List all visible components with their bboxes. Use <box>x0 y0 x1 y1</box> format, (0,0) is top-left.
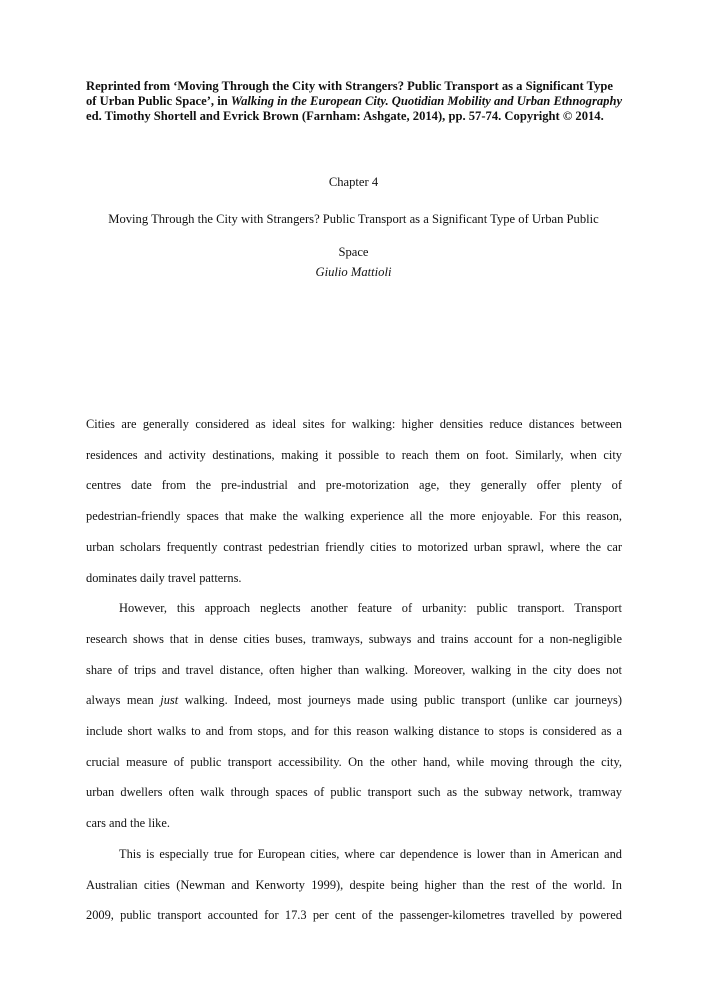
text-fragment: walking. Indeed, most journeys made using public transport (unlike car journeys) <box>178 693 622 708</box>
paragraph-1 <box>86 409 622 593</box>
reprint-notice-editors: ed. Timothy Shortell and Evrick Brown (Farnham: Ashgate, 2014), pp. 57-74. Copyright © 2014. <box>86 109 604 124</box>
body-text <box>86 409 622 931</box>
text-line: residences and activity destinations, making it possible to reach them on foot. Similarly, when city <box>86 447 622 462</box>
chapter-title <box>80 203 627 269</box>
chapter-title-line: Moving Through the City with Strangers? Public Transport as a Significant Type of Urban Public <box>108 212 599 226</box>
reprint-notice <box>86 79 626 125</box>
text-line: dominates daily travel patterns. <box>86 570 242 585</box>
paragraph-2 <box>86 593 622 624</box>
text-line: research shows that in dense cities buses, tramways, subways and trains account for a non-negligible <box>86 631 622 646</box>
text-line: cars and the like. <box>86 816 170 831</box>
text-line: urban scholars frequently contrast pedestrian friendly cities to motorized urban sprawl, where the car <box>86 539 622 554</box>
text-line: However, this approach neglects another feature of urbanity: public transport. Transport <box>119 601 622 616</box>
text-fragment: always mean <box>86 693 161 708</box>
text-line: centres date from the pre-industrial and pre-motorization age, they generally offer plenty of <box>86 478 622 493</box>
text-line: 2009, public transport accounted for 17.3 per cent of the passenger-kilometres travelled by powered <box>86 908 622 923</box>
text-line: crucial measure of public transport accessibility. On the other hand, while moving through the city, <box>86 754 622 769</box>
text-line: Australian cities (Newman and Kenworty 1999), despite being higher than the rest of the world. In <box>86 877 622 892</box>
text-line <box>86 685 622 716</box>
reprint-notice-text: Reprinted from ‘Moving Through the City with Strangers? Public Transport as a Significant Type of Urban Public Space’, in <box>86 79 613 109</box>
paragraph-3 <box>86 839 622 870</box>
author-name: Giulio Mattioli <box>315 265 392 279</box>
chapter-label: Chapter 4 <box>328 175 379 189</box>
book-title: Walking in the European City. Quotidian Mobility and Urban Ethnography <box>230 94 623 109</box>
text-line: share of trips and travel distance, often higher than walking. Moreover, walking in the city does not <box>86 662 622 677</box>
text-line: urban dwellers often walk through spaces of public transport such as the subway network, tramway <box>86 785 622 800</box>
emphasis-just: just <box>160 693 179 708</box>
paragraph-2-continued <box>86 624 622 839</box>
text-line: Cities are generally considered as ideal sites for walking: higher densities reduce distances between <box>86 417 622 431</box>
chapter-title-line: Space <box>338 245 369 259</box>
paragraph-3-continued <box>86 870 622 931</box>
text-line: This is especially true for European cities, where car dependence is lower than in American and <box>119 846 622 861</box>
text-line: include short walks to and from stops, and for this reason walking distance to stops is considered as a <box>86 724 622 739</box>
text-line: pedestrian-friendly spaces that make the walking experience all the more enjoyable. For this reason, <box>86 509 622 524</box>
